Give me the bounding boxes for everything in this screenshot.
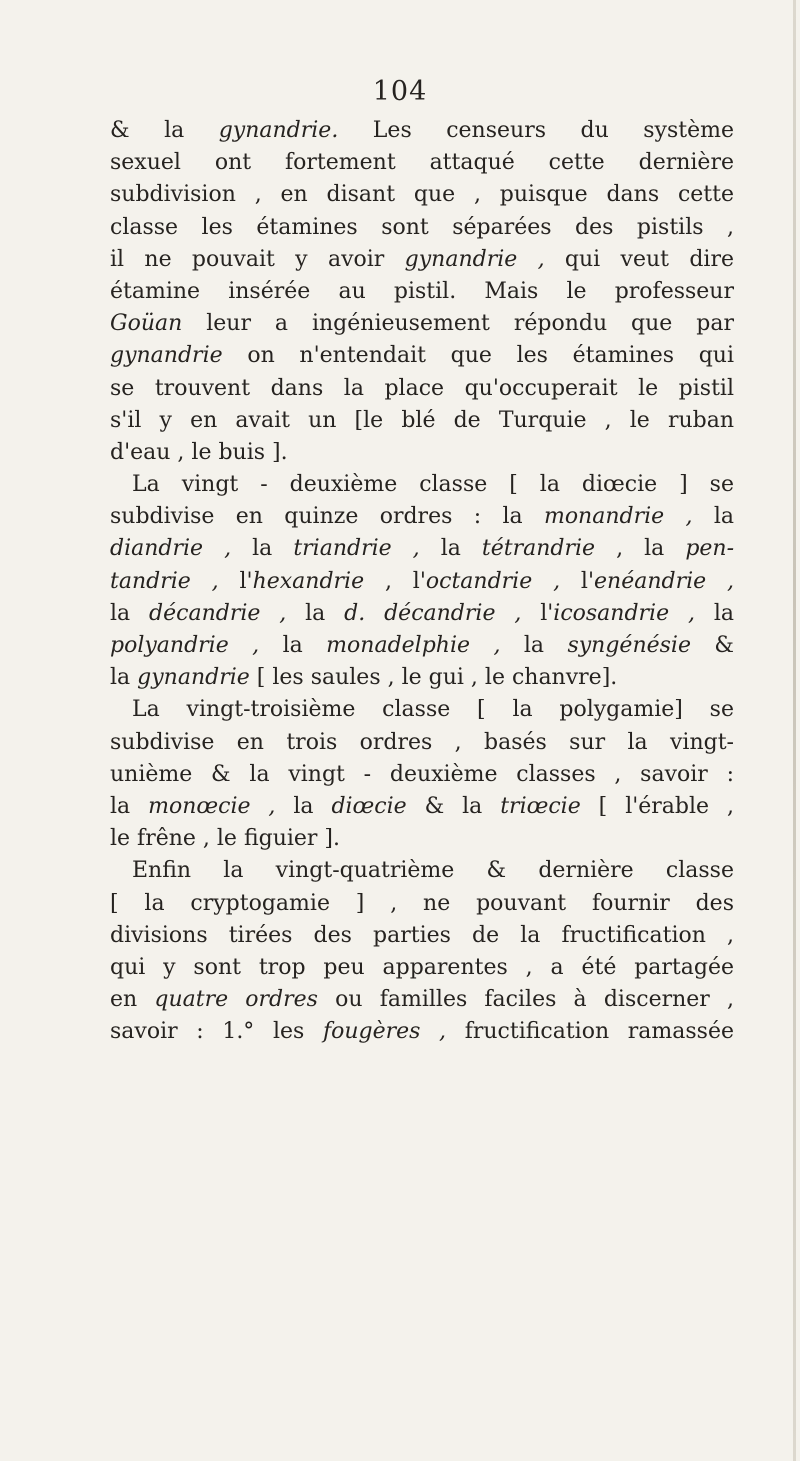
text-run: la (694, 600, 734, 626)
text-run: leur a ingénieusement répondu que par (182, 311, 734, 337)
text-run: & la (110, 118, 219, 143)
text-line (110, 791, 734, 823)
text-run: subdivise en quinze ordres : la (110, 504, 544, 530)
italic-run: octandrie , (425, 568, 561, 594)
text-line (110, 373, 734, 405)
text-line (110, 823, 734, 855)
text-run: la (259, 633, 327, 658)
text-run: on n'entendait que les étamines qui (222, 343, 734, 369)
text-run: il ne pouvait y avoir (110, 246, 405, 272)
body-text (110, 115, 734, 1048)
text-line (110, 308, 734, 340)
text-run: classe les étamines sont séparées des pistils , (110, 214, 734, 240)
text-run: [ les saules , le gui , le chanvre]. (249, 665, 618, 691)
text-line (110, 727, 734, 759)
text-run: , la (595, 536, 686, 562)
text-run: se trouvent dans la place qu'occuperait le pistil (110, 375, 734, 401)
text-run: la (110, 665, 138, 691)
text-line (110, 662, 734, 694)
text-run: en (110, 987, 155, 1013)
text-run: la (110, 600, 150, 626)
text-line (110, 276, 734, 308)
text-run: subdivision , en disant que , puisque dans cette (110, 182, 734, 208)
text-run: la (286, 600, 345, 626)
italic-run: gynandrie (137, 665, 250, 691)
text-run: & la (406, 793, 501, 819)
text-run: la (500, 633, 568, 658)
italic-run: syngénésie (567, 633, 691, 658)
text-run: l' (218, 568, 253, 594)
text-run: & (690, 633, 734, 658)
text-run: sexuel ont fortement attaqué cette dernière (110, 150, 734, 176)
text-line (110, 212, 734, 244)
text-line (110, 469, 734, 501)
text-line (110, 920, 734, 952)
text-line (110, 179, 734, 211)
text-run: l' (560, 568, 594, 594)
text-line (110, 952, 734, 984)
text-line (110, 598, 734, 630)
text-line (110, 115, 734, 147)
italic-run: monandrie , (543, 504, 693, 530)
text-line (110, 437, 734, 469)
italic-run: hexandrie (252, 568, 365, 594)
text-run: la (231, 536, 294, 562)
text-run: La vingt - deuxième classe [ la diœcie ] se (132, 472, 734, 498)
page-number: 104 (372, 76, 428, 107)
italic-run: tétrandrie (481, 536, 596, 562)
text-run: subdivise en trois ordres , basés sur la vingt- (110, 729, 734, 755)
text-run: [ la cryptogamie ] , ne pouvant fournir des (110, 890, 734, 916)
italic-run: d. décandrie , (344, 600, 522, 626)
text-line (110, 566, 734, 598)
text-run: s'il y en avait un [le blé de Turquie , le ruban (110, 407, 734, 433)
italic-run: triandrie , (293, 536, 420, 562)
italic-run: enéandrie , (594, 568, 734, 594)
text-run: divisions tirées des parties de la fructification , (110, 922, 734, 948)
text-run: Enfin la vingt-quatrième & dernière classe (132, 858, 734, 884)
text-run: qui veut dire (544, 246, 734, 272)
text-line (110, 855, 734, 887)
text-run: , l' (364, 568, 426, 594)
text-line (110, 244, 734, 276)
text-run: étamine insérée au pistil. Mais le professeur (110, 278, 734, 304)
text-line (110, 501, 734, 533)
text-run: ou familles faciles à discerner , (317, 987, 734, 1013)
italic-run: décandrie , (149, 600, 287, 626)
text-line (110, 630, 734, 662)
italic-run: Goüan (110, 311, 183, 337)
italic-run: quatre ordres (154, 987, 318, 1013)
italic-run: icosandrie , (553, 600, 695, 626)
text-line (110, 340, 734, 372)
text-line (110, 147, 734, 179)
text-line (110, 888, 734, 920)
italic-run: monœcie , (148, 793, 276, 819)
italic-run: gynandrie , (404, 246, 545, 272)
text-line (110, 533, 734, 565)
text-run: le frêne , le figuier ]. (110, 826, 341, 852)
text-run: la (419, 536, 482, 562)
italic-run: gynandrie (110, 343, 223, 369)
text-run: La vingt-troisième classe [ la polygamie] se (132, 697, 734, 723)
text-run: savoir : 1.° les (110, 1019, 323, 1045)
italic-run: monadelphie , (326, 633, 501, 658)
italic-run: gynandrie. (218, 118, 339, 143)
text-run: unième & la vingt - deuxième classes , savoir : (110, 761, 734, 787)
text-run: Les censeurs du système (338, 118, 734, 143)
italic-run: fougères , (322, 1019, 447, 1045)
italic-run: polyandrie , (110, 633, 260, 658)
text-line (110, 694, 734, 726)
text-run: l' (521, 600, 554, 626)
italic-run: triœcie (500, 793, 581, 819)
italic-run: pen- (685, 536, 734, 562)
text-run: [ l'érable , (580, 793, 734, 819)
text-run: qui y sont trop peu apparentes , a été partagée (110, 954, 734, 980)
italic-run: diandrie , (110, 536, 232, 562)
text-run: la (275, 793, 332, 819)
page-edge (793, 0, 796, 1461)
text-line (110, 405, 734, 437)
text-line (110, 984, 734, 1016)
italic-run: diœcie (331, 793, 407, 819)
text-line (110, 759, 734, 791)
text-run: d'eau , le buis ]. (110, 439, 288, 465)
text-run: fructification ramassée (446, 1019, 734, 1045)
italic-run: tandrie , (110, 568, 219, 594)
text-line (110, 1016, 734, 1048)
text-run: la (692, 504, 734, 530)
text-run: la (110, 793, 149, 819)
